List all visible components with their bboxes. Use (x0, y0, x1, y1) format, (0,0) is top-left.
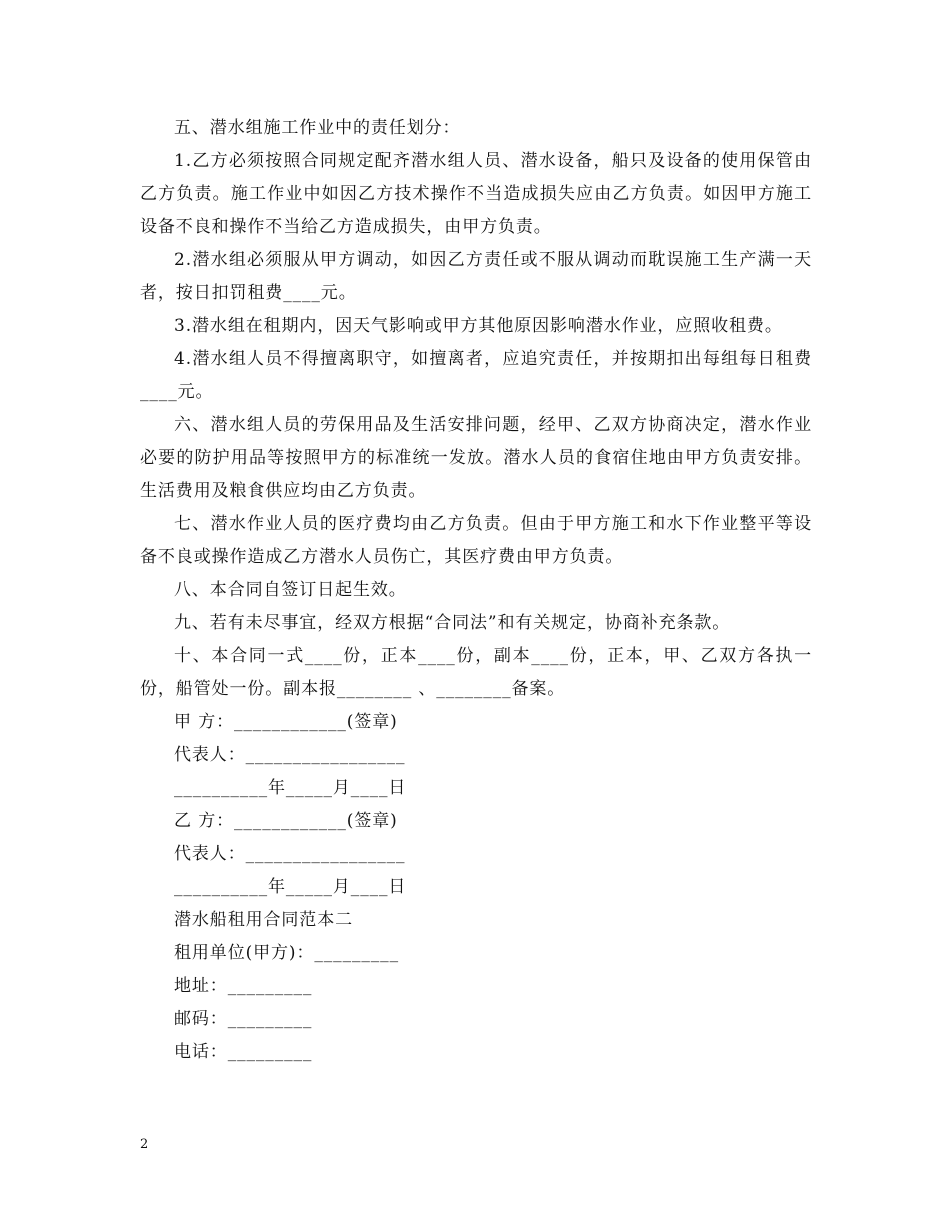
section-eight: 八、本合同自签订日起生效。 (174, 580, 407, 600)
section-seven: 七、潜水作业人员的医疗费均由乙方负责。但由于甲方施工和水下作业整平等设备不良或操作造成乙方潜水人员伤亡，其医疗费由甲方负责。 (140, 514, 812, 567)
page-number: 2 (140, 1137, 149, 1152)
section-six: 六、潜水组人员的劳保用品及生活安排问题，经甲、乙双方协商决定，潜水作业必要的防护用品等按照甲方的标准统一发放。潜水人员的食宿住地由甲方负责安排。生活费用及粮食供应均由乙方负责。 (140, 415, 812, 501)
section-ten: 十、本合同一式____份，正本____份，副本____份，正本，甲、乙双方各执一份，船管处一份。副本报________ 、________备案。 (140, 646, 812, 699)
party-a-signature-line: 甲 方：____________(签章) (174, 712, 398, 732)
section-five-heading: 五、潜水组施工作业中的责任划分： (174, 118, 461, 138)
clause-5-2: 2.潜水组必须服从甲方调动，如因乙方责任或不服从调动而耽误施工生产满一天者，按日扣罚租费____元。 (140, 250, 812, 303)
party-b-date-line: __________年_____月____日 (174, 877, 407, 897)
template-two-title: 潜水船租用合同范本二 (174, 910, 353, 930)
clause-5-1: 1.乙方必须按照合同规定配齐潜水组人员、潜水设备，船只及设备的使用保管由乙方负责。施工作业中如因乙方技术操作不当造成损失应由乙方负责。如因甲方施工设备不良和操作不当给乙方造成损失，由甲方负责。 (140, 151, 812, 237)
address-line: 地址：_________ (174, 976, 313, 996)
document-body (140, 112, 812, 1069)
party-a-date-line: __________年_____月____日 (174, 778, 407, 798)
lessee-unit-line: 租用单位(甲方)：_________ (174, 943, 399, 963)
party-a-representative-line: 代表人：_________________ (174, 745, 406, 765)
party-b-representative-line: 代表人：_________________ (174, 844, 406, 864)
phone-line: 电话：_________ (174, 1042, 313, 1062)
clause-5-4: 4.潜水组人员不得擅离职守，如擅离者，应追究责任，并按期扣出每组每日租费____元。 (140, 349, 812, 402)
postcode-line: 邮码：_________ (174, 1009, 313, 1029)
section-nine: 九、若有未尽事宜，经双方根据“合同法”和有关规定，协商补充条款。 (174, 613, 731, 633)
party-b-signature-line: 乙 方：____________(签章) (174, 811, 398, 831)
clause-5-3: 3.潜水组在租期内，因天气影响或甲方其他原因影响潜水作业，应照收租费。 (174, 316, 783, 336)
